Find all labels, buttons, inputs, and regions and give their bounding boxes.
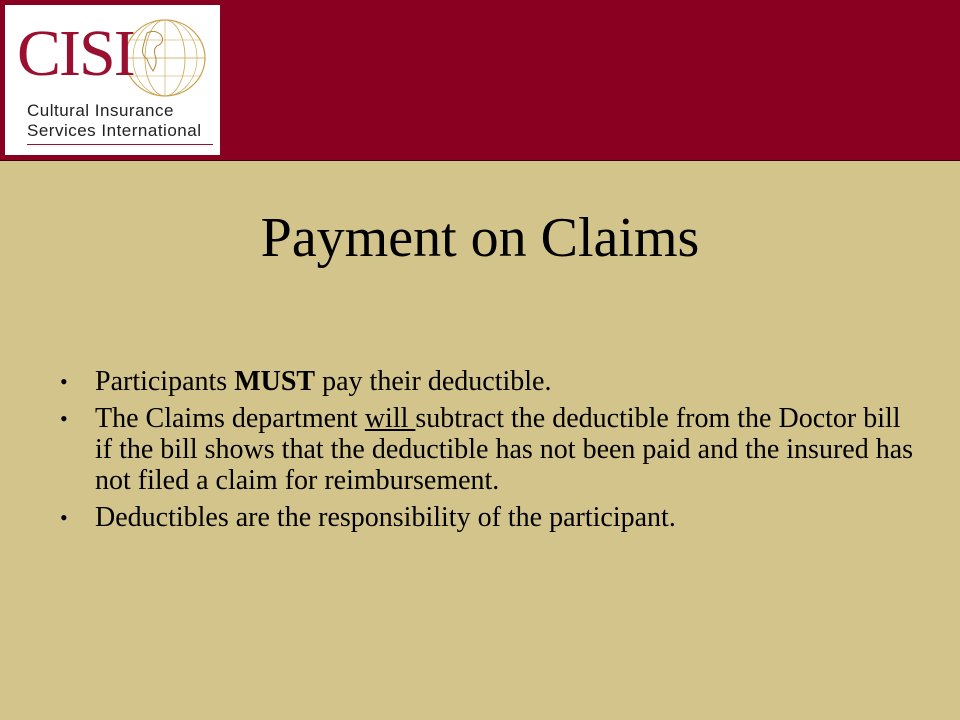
bullet-icon: • (60, 369, 68, 394)
logo-text-line1: Cultural Insurance (27, 101, 174, 120)
emphasis-text: MUST (234, 366, 316, 397)
bullet-text: The Claims department (95, 403, 365, 434)
bullet-text: Participants (95, 366, 235, 397)
bullet-text: subtract the deductible from the Doctor bill if the bill shows that the deductible has not been paid and the insured has not filed a claim for reimbursement. (95, 403, 914, 496)
logo-rule (27, 144, 213, 145)
bullet-icon: • (60, 505, 68, 530)
slide-title: Payment on Claims (260, 207, 700, 269)
bullet-text: pay their deductible. (315, 366, 552, 397)
bullet-icon: • (60, 406, 68, 431)
bullet-list (60, 366, 920, 539)
bullet-text: Deductibles are the responsibility of the participant. (95, 502, 676, 533)
cisi-logo (5, 5, 220, 155)
header-band (0, 0, 960, 161)
bullet-item (60, 403, 920, 496)
bullet-item (60, 502, 920, 533)
logo-letters: CISI (17, 17, 134, 90)
underlined-text: will (364, 403, 416, 434)
logo-text-line2: Services International (27, 121, 202, 140)
bullet-item (60, 366, 920, 397)
